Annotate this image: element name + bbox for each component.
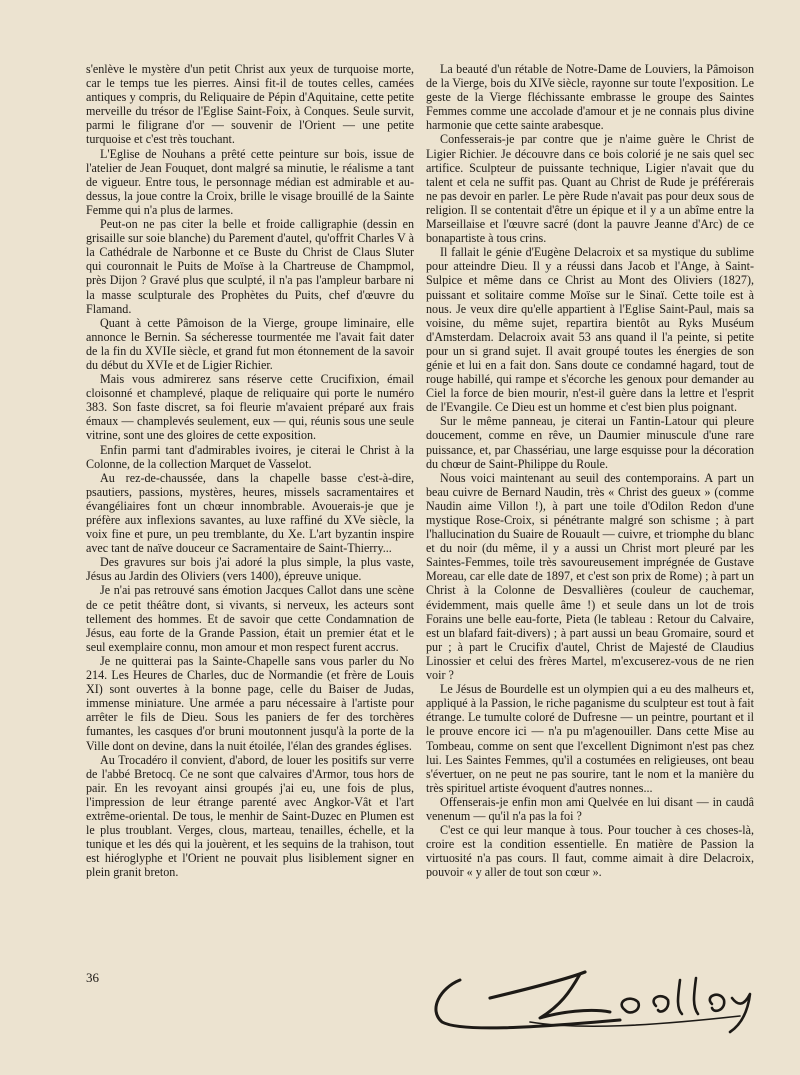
paragraph: Mais vous admirerez sans réserve cette Crucifixion, émail cloisonné et champlevé, plaque de reliquaire qui porte le numéro 383. Son faste discret, sa foi fleurie m'avaient préparé aux frais émaux — champlevés seulement, eux — qui, réunis sous une seule vitrine, sont une des gloires de cette exposition. [86, 372, 414, 443]
paragraph: Des gravures sur bois j'ai adoré la plus simple, la plus vaste, Jésus au Jardin des Oliviers (vers 1400), épreuve unique. [86, 555, 414, 584]
paragraph: Je n'ai pas retrouvé sans émotion Jacques Callot dans une scène de ce petit théâtre dont, si vivants, si nerveux, les acteurs sont tellement des hommes. Et de savoir que cette Condamnation de Jésus, eau forte de la Grande Passion, était un premier état et le seul exemplaire connu, mon amour et mon respect furent accrus. [86, 583, 414, 654]
page-number: 36 [86, 970, 99, 985]
paragraph: s'enlève le mystère d'un petit Christ aux yeux de turquoise morte, car le temps tue les pierres. Ainsi fit-il de toutes celles, camées antiques y compris, du Reliquaire de Pépin d'Aquitaine, cette petite merveille du trésor de l'Eglise Saint-Foix, à Conques. Seule survit, parmi le filigrane d'or — souvenir de l'Orient — une petite turquoise et c'est très touchant. [86, 62, 414, 147]
paragraph: Nous voici maintenant au seuil des contemporains. A part un beau cuivre de Bernard Naudin, très « Christ des gueux » (comme Naudin aime Villon !), à part une toile d'Odilon Redon d'une mystique Rose-Croix, si pénétrante malgré son schisme ; à part l'hallucination du Suaire de Rouault — cuivre, et triomphe du blanc et du noir (du même, il y a aussi un Christ mort pleuré par les Saintes-Femmes, toile très savoureusement imprégnée de Gustave Moreau, car elle date de 1897, et c'est son prix de Rome) ; à part un Christ à la Colonne de Desvallières (couleur de cauchemar, évidemment, mais quelle âme !) et seule dans un lot de trois Forains une belle eau-forte, Pieta (le tableau : Retour du Calvaire, est un blafard fait-divers) ; à part aussi un beau Gromaire, sourd et pur ; à part le Crucifix d'autel, Christ de Majesté de Claudius Linossier et celui des frères Martel, m'excuserez-vous de ne rien voir ? [426, 470, 754, 683]
signature [420, 958, 765, 1038]
left-column [86, 62, 414, 879]
paragraph: L'Eglise de Nouhans a prêté cette peinture sur bois, issue de l'atelier de Jean Fouquet, dont malgré sa minutie, le réalisme a tant de vigueur. Entre tous, le personnage médian est admirable et au-dessus, la joue contre la Croix, brille le visage brouillé de la Sainte Femme qui n'a plus de larmes. [86, 146, 414, 217]
paragraph: C'est ce qui leur manque à tous. Pour toucher à ces choses-là, croire est la condition essentielle. En matière de Passion la virtuosité n'a pas cours. Il faut, comme aimait à dire Delacroix, pouvoir « y aller de tout son cœur ». [426, 823, 754, 880]
paragraph: Il fallait le génie d'Eugène Delacroix et sa mystique du sublime pour atteindre Dieu. Il y a réussi dans Jacob et l'Ange, à Saint-Sulpice et même dans ce Christ au Mont des Oliviers (1827), puissant et solitaire comme Moïse sur le Sinaï. Cette toile est à nous. Je veux dire qu'elle appartient à l'Eglise Saint-Paul, mais sa voisine, du même sujet, repartira bientôt au Ryks Muséum d'Amsterdam. Delacroix avait 53 ans quand il l'a peinte, si petite pour un si grand sujet. Il avait groupé toutes les énergies de son génie et lui en a fait don. Sans doute ce condamné hagard, tout de rouge habillé, qui rampe et s'écorche les genoux pour demander au Ciel la force de bien mourir, n'est-il guère dans la lettre et l'esprit de l'Evangile. Ce Dieu est un homme et c'est bien plus poignant. [426, 245, 754, 415]
paragraph: Sur le même panneau, je citerai un Fantin-Latour qui pleure doucement, comme en rêve, un Daumier minuscule d'une rare puissance, et, par Chassériau, une large esquisse pour la décoration du chœur de Saint-Philippe du Roule. [426, 414, 754, 471]
paragraph: La beauté d'un rétable de Notre-Dame de Louviers, la Pâmoison de la Vierge, bois du XIVe siècle, rayonne sur toute l'exposition. Le geste de la Vierge fléchissante embrasse le groupe des Saintes Femmes comme une accolade d'amour et je ne connais plus divine harmonie que cette sainte arabesque. [426, 62, 754, 133]
paragraph: Le Jésus de Bourdelle est un olympien qui a eu des malheurs et, appliqué à la Passion, le riche paganisme du sculpteur est tout à fait étrange. Le tumulte coloré de Dufresne — un peintre, pourtant et il le prouve encore ici — n'a pu m'agenouiller. Dans cette Mise au Tombeau, comme on sent que l'excellent Dignimont n'est pas chez lui. Les Saintes Femmes, qu'il a costumées en religieuses, ont beau s'évertuer, on ne peut ne pas sourire, tant le nom et la manière du très spirituel artiste évoquent d'autres nonnes... [426, 682, 754, 795]
paragraph: Enfin parmi tant d'admirables ivoires, je citerai le Christ à la Colonne, de la collection Marquet de Vasselot. [86, 442, 414, 471]
paragraph: Je ne quitterai pas la Sainte-Chapelle sans vous parler du No 214. Les Heures de Charles, duc de Normandie (et frère de Louis XI) sont ouvertes à la bonne page, celle du Baiser de Judas, immense miniature. Une armée a paru nécessaire à l'artiste pour arrêter le fils de Dieu. Sous les paniers de fer des torchères fumantes, les casques d'or bruni moutonnent jusqu'à la porte de la Ville dont on devine, dans la nuit étoilée, l'élan des grandes églises. [86, 653, 414, 753]
paragraph: Offenserais-je enfin mon ami Quelvée en lui disant — in caudâ venenum — qu'il n'a pas la foi ? [426, 794, 754, 823]
right-column [426, 62, 754, 879]
paragraph: Au Trocadéro il convient, d'abord, de louer les positifs sur verre de l'abbé Bretocq. Ce ne sont que calvaires d'Armor, tous hors de pair. En les revoyant ainsi groupés j'ai eu, une fois de plus, l'impression de leur étrange parenté avec Angkor-Vât et l'art extrême-oriental. De tous, le menhir de Saint-Duzec en Plumen est le plus troublant. Verges, clous, marteau, tenailles, échelle, et la tunique et les dés qui la jouèrent, et les sequins de la trahison, tout est hiéroglyphe et l'Orient ne pouvait plus lisiblement signer en plein granit breton. [86, 752, 414, 880]
paragraph: Peut-on ne pas citer la belle et froide calligraphie (dessin en grisaille sur soie blanche) du Parement d'autel, qu'offrit Charles V à la Cathédrale de Narbonne et ce Buste du Christ de Claus Sluter qui couronnait le Puits de Moïse à la Chartreuse de Champmol, près Dijon ? Gravé plus que sculpté, il n'a pas l'ampleur barbare ni la masse sculpturale des Prophètes du Puits, chef d'œuvre du Flamand. [86, 217, 414, 316]
paragraph: Quant à cette Pâmoison de la Vierge, groupe liminaire, elle annonce le Bernin. Sa sécheresse tourmentée me l'avait fait dater de la fin du XVIIe siècle, et grand fut mon étonnement de la savoir du début du XVIe et de Ligier Richier. [86, 315, 414, 372]
paragraph: Confesserais-je par contre que je n'aime guère le Christ de Ligier Richier. Je découvre dans ce bois colorié je ne sais quel sec artifice. Sculpteur de puissante technique, Ligier n'avait que du talent et cela ne suffit pas. Quant au Christ de Rude je préférerais ne pas devoir en parler. Le père Rude n'avait pas pour deux sous de religion. Il se contentait d'être un épique et il y a un abîme entre la Marseillaise et l'œuvre sacré (dont la pauvre Jeanne d'Arc) de ce bonapartiste à tous crins. [426, 132, 754, 246]
paragraph: Au rez-de-chaussée, dans la chapelle basse c'est-à-dire, psautiers, passions, mystères, heures, missels sacramentaires et évangéliaires font un chœur innombrable. Avouerais-je que je préfère aux inflexions savantes, au luxe raffiné du XVe siècle, la voix fine et pure, un peu tremblante, du Xe. L'art byzantin inspire avec tant de naïve douceur ce Sacramentaire de Saint-Thierry... [86, 470, 414, 556]
